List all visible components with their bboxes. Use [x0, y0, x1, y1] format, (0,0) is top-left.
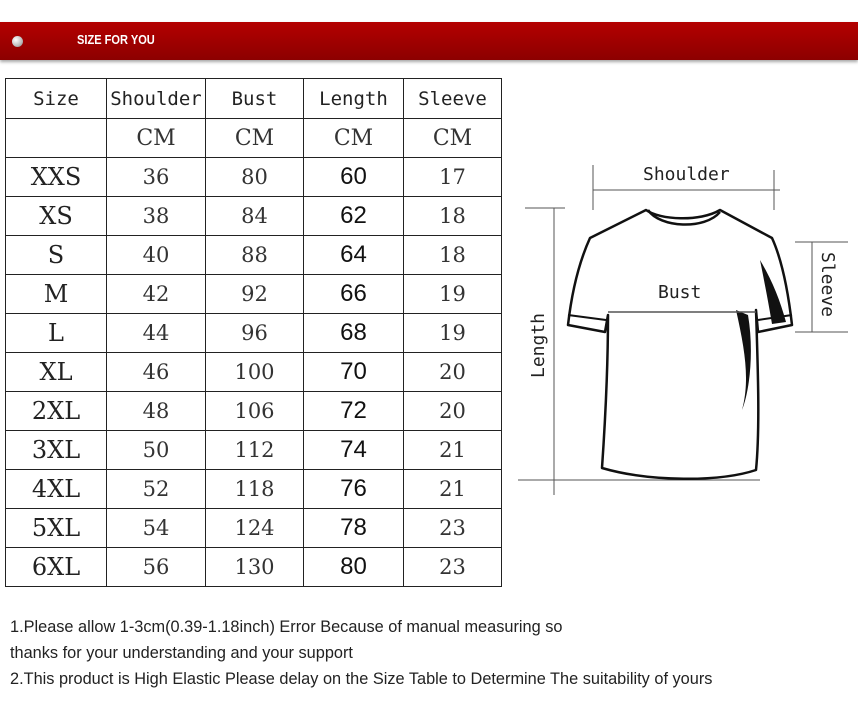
- cell-shoulder: 44: [107, 314, 206, 353]
- title-banner: [0, 22, 858, 60]
- unit-sleeve: CM: [404, 119, 502, 158]
- cell-sleeve: 19: [404, 314, 502, 353]
- cell-length: 70: [304, 353, 404, 392]
- cell-bust: 112: [206, 431, 304, 470]
- cell-sleeve: 20: [404, 353, 502, 392]
- table-row: [6, 314, 502, 353]
- cell-length: 74: [304, 431, 404, 470]
- cell-length: 80: [304, 548, 404, 587]
- tshirt-illustration: [510, 150, 855, 510]
- table-row: [6, 431, 502, 470]
- cell-shoulder: 36: [107, 158, 206, 197]
- cell-bust: 118: [206, 470, 304, 509]
- cell-length: 68: [304, 314, 404, 353]
- note-line-2: thanks for your understanding and your support: [10, 643, 353, 662]
- cell-sleeve: 21: [404, 431, 502, 470]
- cell-length: 62: [304, 197, 404, 236]
- cell-sleeve: 18: [404, 236, 502, 275]
- header-sleeve: Sleeve: [404, 79, 502, 119]
- cell-shoulder: 54: [107, 509, 206, 548]
- header-shoulder: Shoulder: [107, 79, 206, 119]
- unit-length: CM: [304, 119, 404, 158]
- cell-length: 72: [304, 392, 404, 431]
- table-row: [6, 353, 502, 392]
- bust-label: Bust: [658, 282, 702, 303]
- cell-shoulder: 48: [107, 392, 206, 431]
- cell-sleeve: 23: [404, 548, 502, 587]
- cell-length: 64: [304, 236, 404, 275]
- table-row: [6, 158, 502, 197]
- length-label: Length: [528, 312, 549, 378]
- units-row: [6, 119, 502, 158]
- cell-shoulder: 52: [107, 470, 206, 509]
- sleeve-label: Sleeve: [817, 252, 838, 318]
- cell-bust: 96: [206, 314, 304, 353]
- table-row: [6, 392, 502, 431]
- note-line-3: 2.This product is High Elastic Please delay on the Size Table to Determine The suitability of yours: [10, 669, 713, 688]
- cell-shoulder: 56: [107, 548, 206, 587]
- cell-size: XS: [6, 197, 107, 236]
- header-size: Size: [6, 79, 107, 119]
- cell-size: 4XL: [6, 470, 107, 509]
- table-row: [6, 197, 502, 236]
- cell-shoulder: 50: [107, 431, 206, 470]
- cell-bust: 84: [206, 197, 304, 236]
- tshirt-shape: [568, 210, 792, 479]
- cell-length: 78: [304, 509, 404, 548]
- table-row: [6, 275, 502, 314]
- shoulder-label: Shoulder: [643, 164, 730, 185]
- cell-size: XL: [6, 353, 107, 392]
- cell-shoulder: 40: [107, 236, 206, 275]
- cell-sleeve: 19: [404, 275, 502, 314]
- cell-size: XXS: [6, 158, 107, 197]
- cell-size: 5XL: [6, 509, 107, 548]
- cell-length: 76: [304, 470, 404, 509]
- size-chart-table: [5, 78, 502, 587]
- cell-size: 6XL: [6, 548, 107, 587]
- cell-sleeve: 21: [404, 470, 502, 509]
- cell-shoulder: 42: [107, 275, 206, 314]
- cell-bust: 106: [206, 392, 304, 431]
- cell-sleeve: 23: [404, 509, 502, 548]
- cell-bust: 80: [206, 158, 304, 197]
- cell-bust: 130: [206, 548, 304, 587]
- tshirt-diagram: [510, 150, 855, 510]
- header-row: [6, 79, 502, 119]
- cell-size: 2XL: [6, 392, 107, 431]
- cell-size: 3XL: [6, 431, 107, 470]
- cell-bust: 92: [206, 275, 304, 314]
- cell-size: M: [6, 275, 107, 314]
- bullet-icon: [12, 36, 23, 47]
- cell-shoulder: 38: [107, 197, 206, 236]
- table-row: [6, 470, 502, 509]
- notes: [10, 614, 712, 692]
- table-row: [6, 236, 502, 275]
- cell-length: 60: [304, 158, 404, 197]
- header-length: Length: [304, 79, 404, 119]
- cell-size: S: [6, 236, 107, 275]
- cell-sleeve: 17: [404, 158, 502, 197]
- unit-bust: CM: [206, 119, 304, 158]
- table-row: [6, 509, 502, 548]
- cell-length: 66: [304, 275, 404, 314]
- unit-size: [6, 119, 107, 158]
- cell-bust: 88: [206, 236, 304, 275]
- banner-title: SIZE FOR YOU: [77, 32, 155, 47]
- cell-sleeve: 20: [404, 392, 502, 431]
- cell-sleeve: 18: [404, 197, 502, 236]
- cell-shoulder: 46: [107, 353, 206, 392]
- note-line-1: 1.Please allow 1-3cm(0.39-1.18inch) Error Because of manual measuring so: [10, 617, 563, 636]
- cell-size: L: [6, 314, 107, 353]
- table-row: [6, 548, 502, 587]
- unit-shoulder: CM: [107, 119, 206, 158]
- header-bust: Bust: [206, 79, 304, 119]
- cell-bust: 100: [206, 353, 304, 392]
- cell-bust: 124: [206, 509, 304, 548]
